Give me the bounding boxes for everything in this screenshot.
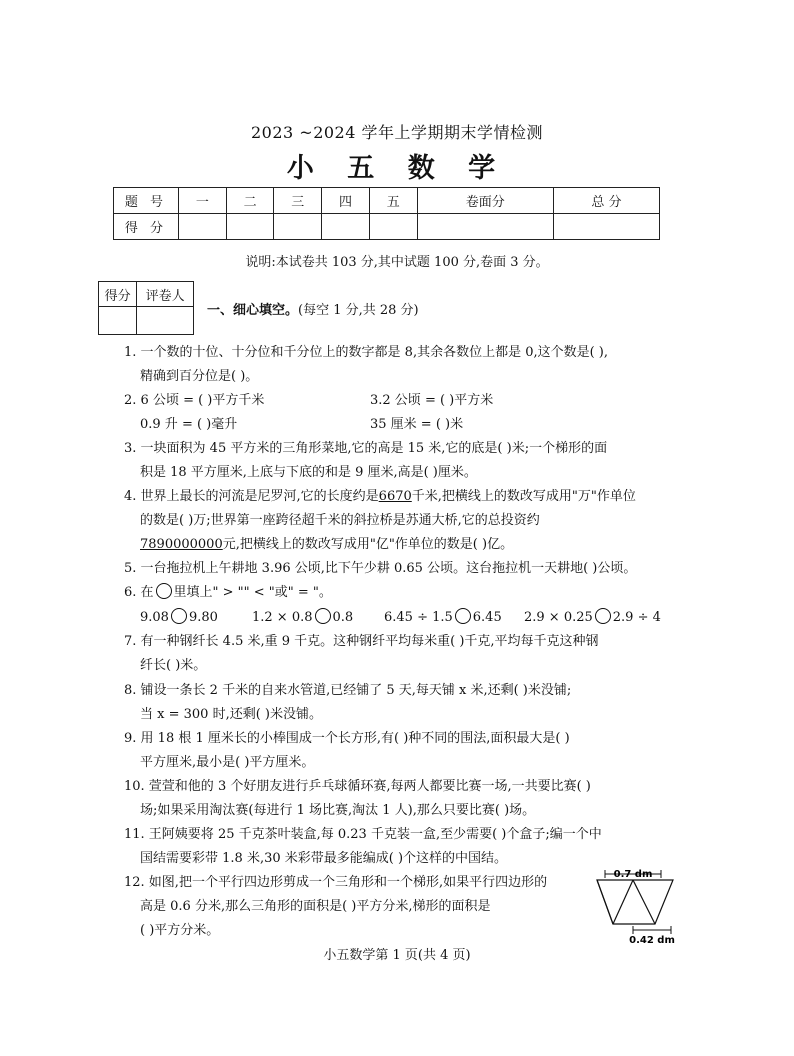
question-7-text: 纤长( )米。 bbox=[140, 658, 207, 673]
comparison-item: 9.08 9.80 bbox=[140, 610, 218, 625]
question-11-text: 国结需要彩带 1.8 米,30 米彩带最多能编成( )个这样的中国结。 bbox=[140, 851, 508, 866]
question-2b: 3.2 公顷 = ( )平方米 bbox=[370, 393, 494, 408]
grader-name-label: 评卷人 bbox=[137, 282, 194, 307]
question-8-text: 当 x = 300 时,还剩( )米没铺。 bbox=[140, 707, 322, 722]
question-6-text-a: 6. 在 bbox=[124, 585, 154, 600]
question-12-line-1: 12. 如图,把一个平行四边形剪成一个三角形和一个梯形,如果平行四边形的 bbox=[124, 875, 548, 890]
question-4-text-c: 的数是( )万;世界第一座跨径超千米的斜拉桥是苏通大桥,它的总投资约 bbox=[140, 513, 540, 528]
score-table-column: 总 分 bbox=[553, 188, 659, 214]
question-10-text: 场;如果采用淘汰赛(每进行 1 场比赛,淘汰 1 人),那么只要比赛( )场。 bbox=[140, 803, 536, 818]
cut-line-2 bbox=[633, 880, 655, 924]
question-3-line-2 bbox=[124, 461, 679, 485]
question-12-text-a: 高是 0.6 分米,那么三角形的面积是( )平方分米,梯形的面积是 bbox=[140, 899, 491, 914]
section-title bbox=[207, 299, 419, 318]
comparison-item: 6.45 ÷ 1.5 6.45 bbox=[384, 610, 502, 625]
question-4-text-a: 4. 世界上最长的河流是尼罗河,它的长度约是 bbox=[124, 489, 379, 504]
question-8-line-1: 8. 铺设一条长 2 千米的自来水管道,已经铺了 5 天,每天铺 x 米,还剩( )米没铺; bbox=[124, 683, 572, 698]
question-12-text-b: ( )平方分米。 bbox=[140, 923, 220, 938]
score-table-row-label: 题 号 bbox=[114, 188, 179, 214]
circle-icon bbox=[156, 583, 172, 599]
score-table-column: 二 bbox=[226, 188, 274, 214]
question-10-line-1: 10. 萱萱和他的 3 个好朋友进行乒乓球循环赛,每两人都要比赛一场,一共要比赛( ) bbox=[124, 779, 591, 794]
cut-line-1 bbox=[613, 880, 633, 924]
score-table-column: 三 bbox=[274, 188, 322, 214]
question-10-line-2 bbox=[124, 799, 679, 823]
comparison-item: 2.9 × 0.25 2.9 ÷ 4 bbox=[524, 610, 661, 625]
score-cell[interactable] bbox=[226, 214, 274, 240]
question-3-text: 积是 18 平方厘米,上底与下底的和是 9 厘米,高是( )厘米。 bbox=[140, 465, 477, 480]
question-6-text-b: 里填上" > "" < "或" = "。 bbox=[173, 585, 332, 600]
compare-circle-blank[interactable] bbox=[455, 608, 471, 624]
question-9-line-1: 9. 用 18 根 1 厘米长的小棒围成一个长方形,有( )种不同的围法,面积最大是( ) bbox=[124, 731, 570, 746]
question-5: 5. 一台拖拉机上午耕地 3.96 公顷,比下午少耕 0.65 公顷。这台拖拉机一天耕地( )公顷。 bbox=[124, 561, 637, 576]
question-11-line-1: 11. 王阿姨要将 25 千克茶叶装盒,每 0.23 千克装一盒,至少需要( )个盒子;编一个中 bbox=[124, 827, 602, 842]
score-table-column: 一 bbox=[179, 188, 227, 214]
exam-title: 2023 ~2024 学年上学期期末学情检测 bbox=[250, 123, 544, 142]
subject-title: 小 五 数 学 bbox=[286, 153, 508, 184]
question-6-line-1 bbox=[124, 581, 679, 605]
grader-score-cell[interactable] bbox=[99, 307, 137, 335]
score-cell[interactable] bbox=[369, 214, 417, 240]
compare-circle-blank[interactable] bbox=[171, 608, 187, 624]
compare-circle-blank[interactable] bbox=[595, 608, 611, 624]
question-7-line-1: 7. 有一种钢纤长 4.5 米,重 9 千克。这种钢纤平均每米重( )千克,平均每千克这种钢 bbox=[124, 634, 599, 649]
parallelogram-figure bbox=[593, 866, 683, 946]
score-cell[interactable] bbox=[179, 214, 227, 240]
question-4-line-3 bbox=[124, 533, 679, 557]
question-2c: 0.9 升 = ( )毫升 bbox=[140, 417, 238, 432]
question-12-line-3 bbox=[124, 919, 584, 943]
section-title-note: (每空 1 分,共 28 分) bbox=[298, 303, 419, 318]
score-table-row-label: 得 分 bbox=[114, 214, 179, 240]
score-table-column: 五 bbox=[369, 188, 417, 214]
score-table-header-row bbox=[114, 188, 660, 214]
figure-top-label: 0.7 dm bbox=[613, 869, 653, 880]
question-4-text-d: 元,把横线上的数改写成用"亿"作单位的数是( )亿。 bbox=[222, 537, 514, 552]
score-table-column: 四 bbox=[322, 188, 370, 214]
question-12-line-2 bbox=[124, 895, 584, 919]
instructions: 说明:本试卷共 103 分,其中试题 100 分,卷面 3 分。 bbox=[245, 255, 549, 270]
grader-score-label: 得分 bbox=[99, 282, 137, 307]
question-3-line-1: 3. 一块面积为 45 平方米的三角形菜地,它的高是 15 米,它的底是( )米;一个梯形的面 bbox=[124, 441, 608, 456]
question-4-line-2 bbox=[124, 509, 679, 533]
question-9-text: 平方厘米,最小是( )平方厘米。 bbox=[140, 755, 315, 770]
section-title-text: 一、细心填空。 bbox=[207, 303, 299, 318]
question-7-line-2 bbox=[124, 654, 679, 678]
question-2a: 2. 6 公顷 = ( )平方千米 bbox=[124, 393, 265, 408]
grader-box bbox=[98, 281, 194, 335]
question-9-line-2 bbox=[124, 751, 679, 775]
question-1-line-2 bbox=[124, 365, 679, 389]
question-4-underlined-number: 6670 bbox=[378, 489, 412, 504]
question-2-line-1 bbox=[124, 389, 679, 413]
comparison-item: 1.2 × 0.8 0.8 bbox=[252, 610, 354, 625]
score-table-score-row bbox=[114, 214, 660, 240]
parallelogram-shape bbox=[597, 880, 673, 924]
score-table-column: 卷面分 bbox=[417, 188, 553, 214]
score-table bbox=[113, 187, 660, 240]
question-4-text-b: 千米,把横线上的数改写成用"万"作单位 bbox=[411, 489, 636, 504]
figure-bottom-label: 0.42 dm bbox=[629, 935, 675, 946]
question-2-line-2 bbox=[124, 413, 679, 437]
question-4-line-1 bbox=[124, 485, 679, 509]
score-cell[interactable] bbox=[322, 214, 370, 240]
score-cell[interactable] bbox=[417, 214, 553, 240]
score-cell[interactable] bbox=[553, 214, 659, 240]
question-1-text: 精确到百分位是( )。 bbox=[140, 369, 259, 384]
question-2d: 35 厘米 = ( )米 bbox=[370, 417, 464, 432]
question-1-line-1: 1. 一个数的十位、十分位和千分位上的数字都是 8,其余各数位上都是 0,这个数是( ), bbox=[124, 345, 609, 360]
question-4-underlined-number-2: 7890000000 bbox=[140, 537, 223, 552]
grader-name-cell[interactable] bbox=[137, 307, 194, 335]
page-footer: 小五数学第 1 页(共 4 页) bbox=[323, 948, 471, 963]
question-8-line-2 bbox=[124, 703, 679, 727]
compare-circle-blank[interactable] bbox=[315, 608, 331, 624]
score-cell[interactable] bbox=[274, 214, 322, 240]
